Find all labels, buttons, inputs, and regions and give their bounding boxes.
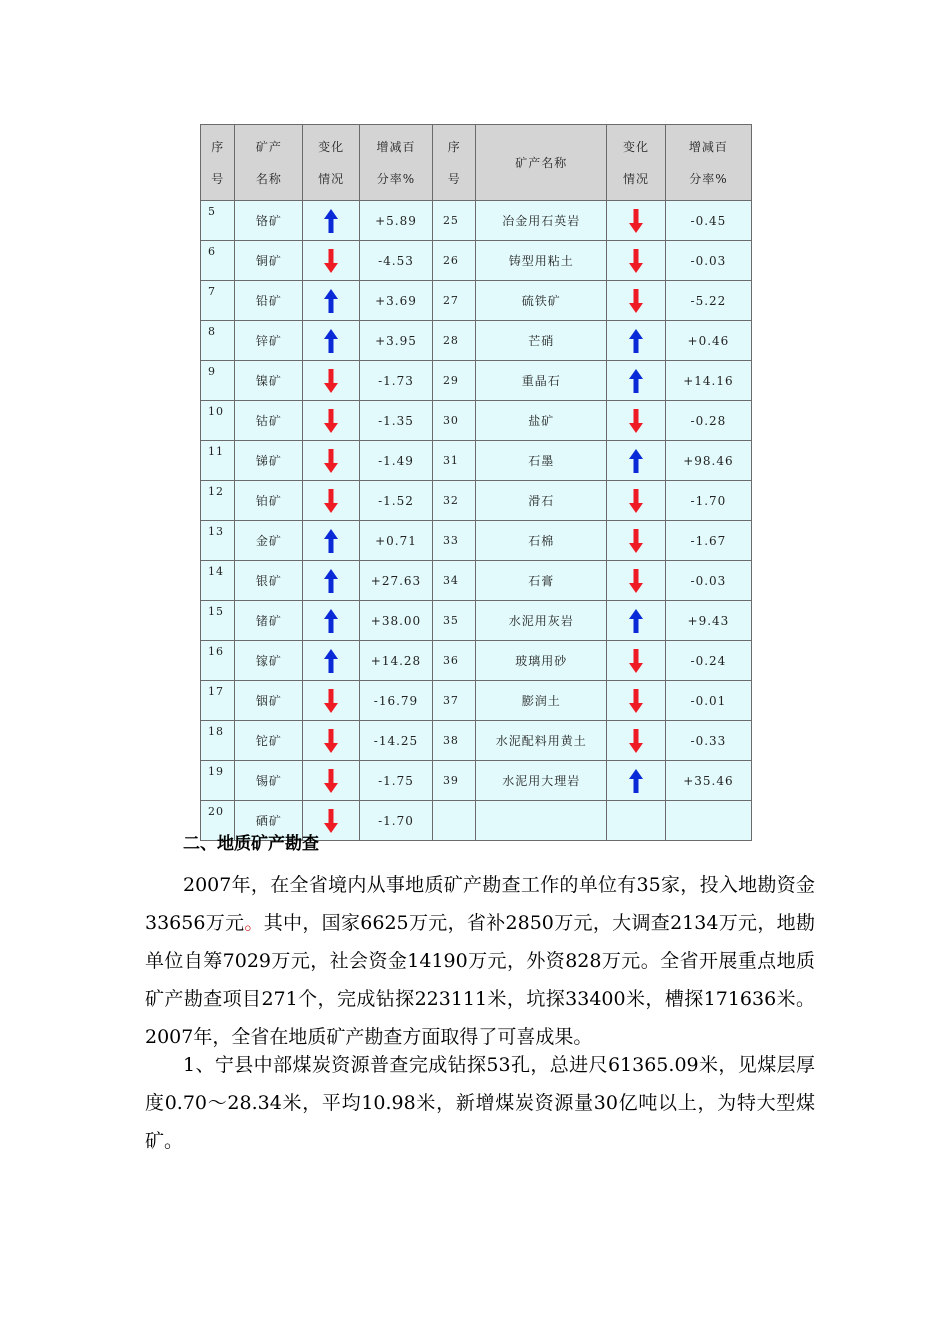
change-cell-2: [607, 321, 666, 361]
mineral-name: 镓矿: [235, 641, 303, 681]
change-cell: [303, 521, 360, 561]
arrow-down-icon: [323, 488, 339, 514]
mineral-name: 铂矿: [235, 481, 303, 521]
change-rate-2: -0.24: [665, 641, 751, 681]
row-no-2: 35: [432, 601, 476, 641]
row-no: 5: [201, 201, 235, 241]
change-cell: [303, 321, 360, 361]
table-row: [201, 201, 752, 241]
change-rate-2: +14.16: [665, 361, 751, 401]
arrow-up-icon: [323, 568, 339, 594]
change-cell-2: [607, 721, 666, 761]
change-cell-2: [607, 241, 666, 281]
table-row: [201, 241, 752, 281]
header-no: 序 号: [201, 125, 235, 201]
change-rate: -1.35: [360, 401, 433, 441]
mineral-name: 钴矿: [235, 401, 303, 441]
change-cell: [303, 721, 360, 761]
change-rate-2: +9.43: [665, 601, 751, 641]
mineral-name: 铟矿: [235, 681, 303, 721]
table-row: [201, 281, 752, 321]
row-no-2: 26: [432, 241, 476, 281]
arrow-down-icon: [323, 448, 339, 474]
mineral-name: 锑矿: [235, 441, 303, 481]
change-cell: [303, 281, 360, 321]
mineral-name-2: 石墨: [476, 441, 607, 481]
arrow-down-icon: [628, 288, 644, 314]
change-rate-2: -0.45: [665, 201, 751, 241]
arrow-up-icon: [628, 608, 644, 634]
row-no: 6: [201, 241, 235, 281]
mineral-name-2: 滑石: [476, 481, 607, 521]
mineral-name: 锡矿: [235, 761, 303, 801]
row-no: 13: [201, 521, 235, 561]
header-change: 变化 情况: [303, 125, 360, 201]
arrow-up-icon: [628, 768, 644, 794]
change-cell-2: [607, 681, 666, 721]
arrow-down-icon: [628, 528, 644, 554]
change-rate: +14.28: [360, 641, 433, 681]
header-name: 矿产 名称: [235, 125, 303, 201]
change-rate: +3.95: [360, 321, 433, 361]
arrow-down-icon: [628, 408, 644, 434]
change-rate-2: -0.28: [665, 401, 751, 441]
arrow-up-icon: [323, 208, 339, 234]
change-rate: +27.63: [360, 561, 433, 601]
row-no-2: 28: [432, 321, 476, 361]
arrow-up-icon: [628, 368, 644, 394]
change-rate: -1.49: [360, 441, 433, 481]
row-no-2: 39: [432, 761, 476, 801]
change-rate: -1.70: [360, 801, 433, 841]
arrow-down-icon: [323, 728, 339, 754]
mineral-name: 锌矿: [235, 321, 303, 361]
row-no: 17: [201, 681, 235, 721]
arrow-down-icon: [323, 248, 339, 274]
mineral-name-2: 石膏: [476, 561, 607, 601]
change-rate: +3.69: [360, 281, 433, 321]
mineral-name: 银矿: [235, 561, 303, 601]
change-rate-2: -1.70: [665, 481, 751, 521]
change-cell: [303, 481, 360, 521]
mineral-name-2: 水泥配料用黄土: [476, 721, 607, 761]
change-cell-2: [607, 481, 666, 521]
row-no: 12: [201, 481, 235, 521]
table-row: [201, 521, 752, 561]
mineral-name-2: 芒硝: [476, 321, 607, 361]
row-no-2: 33: [432, 521, 476, 561]
change-rate: +38.00: [360, 601, 433, 641]
arrow-up-icon: [323, 608, 339, 634]
arrow-down-icon: [323, 408, 339, 434]
change-cell-2: [607, 641, 666, 681]
table-row: [201, 321, 752, 361]
change-rate-2: -0.03: [665, 241, 751, 281]
mineral-name: 铅矿: [235, 281, 303, 321]
table-row: [201, 761, 752, 801]
arrow-down-icon: [628, 728, 644, 754]
change-cell: [303, 201, 360, 241]
row-no-2: 30: [432, 401, 476, 441]
mineral-name: 铜矿: [235, 241, 303, 281]
change-rate-2: -0.03: [665, 561, 751, 601]
row-no-2: 25: [432, 201, 476, 241]
mineral-name-2: 玻璃用砂: [476, 641, 607, 681]
change-cell: [303, 241, 360, 281]
change-rate-2: +98.46: [665, 441, 751, 481]
change-cell-2: [607, 761, 666, 801]
change-cell: [303, 361, 360, 401]
arrow-down-icon: [628, 488, 644, 514]
mineral-name: 硒矿: [235, 801, 303, 841]
table-row: [201, 401, 752, 441]
change-rate: -14.25: [360, 721, 433, 761]
mineral-name-2: 铸型用粘土: [476, 241, 607, 281]
table-row: [201, 641, 752, 681]
change-rate-2: -1.67: [665, 521, 751, 561]
row-no: 14: [201, 561, 235, 601]
arrow-up-icon: [323, 528, 339, 554]
row-no: 15: [201, 601, 235, 641]
table-row: [201, 721, 752, 761]
row-no: 8: [201, 321, 235, 361]
arrow-down-icon: [323, 688, 339, 714]
table-row: [201, 561, 752, 601]
table-row: [201, 441, 752, 481]
change-rate: +5.89: [360, 201, 433, 241]
paragraph-coal-survey: 1、宁县中部煤炭资源普查完成钻探53孔，总进尺61365.09米，见煤层厚度0.70～28.34米，平均10.98米，新增煤炭资源量30亿吨以上，为特大型煤矿。: [145, 1054, 815, 1152]
row-no-2: 31: [432, 441, 476, 481]
mineral-name-2: 水泥用大理岩: [476, 761, 607, 801]
row-no-2: 27: [432, 281, 476, 321]
header-rate-2: 增减百 分率%: [665, 125, 751, 201]
row-no: 18: [201, 721, 235, 761]
mineral-name-2: 硫铁矿: [476, 281, 607, 321]
row-no-2: 38: [432, 721, 476, 761]
arrow-up-icon: [323, 328, 339, 354]
mineral-name-2: 水泥用灰岩: [476, 601, 607, 641]
change-cell: [303, 641, 360, 681]
change-cell-2: [607, 401, 666, 441]
header-name-2: 矿产名称: [476, 125, 607, 201]
change-rate-2: +35.46: [665, 761, 751, 801]
header-change-2: 变化 情况: [607, 125, 666, 201]
arrow-up-icon: [628, 448, 644, 474]
arrow-down-icon: [628, 208, 644, 234]
change-rate: -1.75: [360, 761, 433, 801]
mineral-name-2: 冶金用石英岩: [476, 201, 607, 241]
change-cell-2: [607, 561, 666, 601]
row-no: 20: [201, 801, 235, 841]
change-cell: [303, 561, 360, 601]
highlighted-period: 。: [244, 912, 264, 934]
header-rate: 增减百 分率%: [360, 125, 433, 201]
row-no-2: 34: [432, 561, 476, 601]
change-cell-2: [607, 601, 666, 641]
table-row: [201, 681, 752, 721]
change-rate-2: -5.22: [665, 281, 751, 321]
change-rate: -4.53: [360, 241, 433, 281]
change-cell: [303, 681, 360, 721]
arrow-down-icon: [628, 248, 644, 274]
change-cell-2: [607, 361, 666, 401]
arrow-down-icon: [628, 648, 644, 674]
row-no-2: 29: [432, 361, 476, 401]
row-no: 10: [201, 401, 235, 441]
change-rate: -1.73: [360, 361, 433, 401]
arrow-down-icon: [323, 768, 339, 794]
arrow-up-icon: [628, 328, 644, 354]
row-no: 19: [201, 761, 235, 801]
mineral-name-2: 盐矿: [476, 401, 607, 441]
change-rate: -1.52: [360, 481, 433, 521]
mineral-name: 铬矿: [235, 201, 303, 241]
row-no: 16: [201, 641, 235, 681]
table-row: [201, 361, 752, 401]
change-rate: -16.79: [360, 681, 433, 721]
table-row: [201, 481, 752, 521]
change-cell-2: [607, 521, 666, 561]
change-rate-2: -0.33: [665, 721, 751, 761]
change-cell: [303, 441, 360, 481]
row-no-2: 37: [432, 681, 476, 721]
arrow-up-icon: [323, 648, 339, 674]
arrow-down-icon: [323, 368, 339, 394]
row-no: 7: [201, 281, 235, 321]
paragraph-survey-summary: 2007年，在全省境内从事地质矿产勘查工作的单位有35家，投入地勘资金33656万元。其中，国家6625万元，省补2850万元，大调查2134万元，地勘单位自筹7029万元，社会资金14190万元，外资828万元。全省开展重点地质矿产勘查项目271个，完成钻探223111米，坑探33400米，槽探171636米。2007年，全省在地质矿产勘查方面取得了可喜成果。: [145, 874, 815, 1048]
mineral-name-2: 石棉: [476, 521, 607, 561]
change-cell: [303, 401, 360, 441]
mineral-name-2: 膨润土: [476, 681, 607, 721]
table-header-row: [201, 125, 752, 201]
change-cell-2: [607, 281, 666, 321]
mineral-name: 铊矿: [235, 721, 303, 761]
mineral-name: 金矿: [235, 521, 303, 561]
change-cell-2: [607, 201, 666, 241]
change-cell: [303, 601, 360, 641]
header-no-2: 序 号: [432, 125, 476, 201]
change-rate: +0.71: [360, 521, 433, 561]
arrow-down-icon: [628, 688, 644, 714]
arrow-down-icon: [628, 568, 644, 594]
change-cell: [303, 761, 360, 801]
section-heading: 二、地质矿产勘查: [183, 834, 319, 854]
table-row: [201, 601, 752, 641]
row-no-2: 36: [432, 641, 476, 681]
mineral-change-table: [200, 124, 752, 841]
row-no-2: 32: [432, 481, 476, 521]
row-no: 9: [201, 361, 235, 401]
row-no: 11: [201, 441, 235, 481]
change-rate-2: +0.46: [665, 321, 751, 361]
mineral-name: 镍矿: [235, 361, 303, 401]
arrow-up-icon: [323, 288, 339, 314]
change-rate-2: -0.01: [665, 681, 751, 721]
mineral-name-2: 重晶石: [476, 361, 607, 401]
mineral-name: 锗矿: [235, 601, 303, 641]
change-cell-2: [607, 441, 666, 481]
